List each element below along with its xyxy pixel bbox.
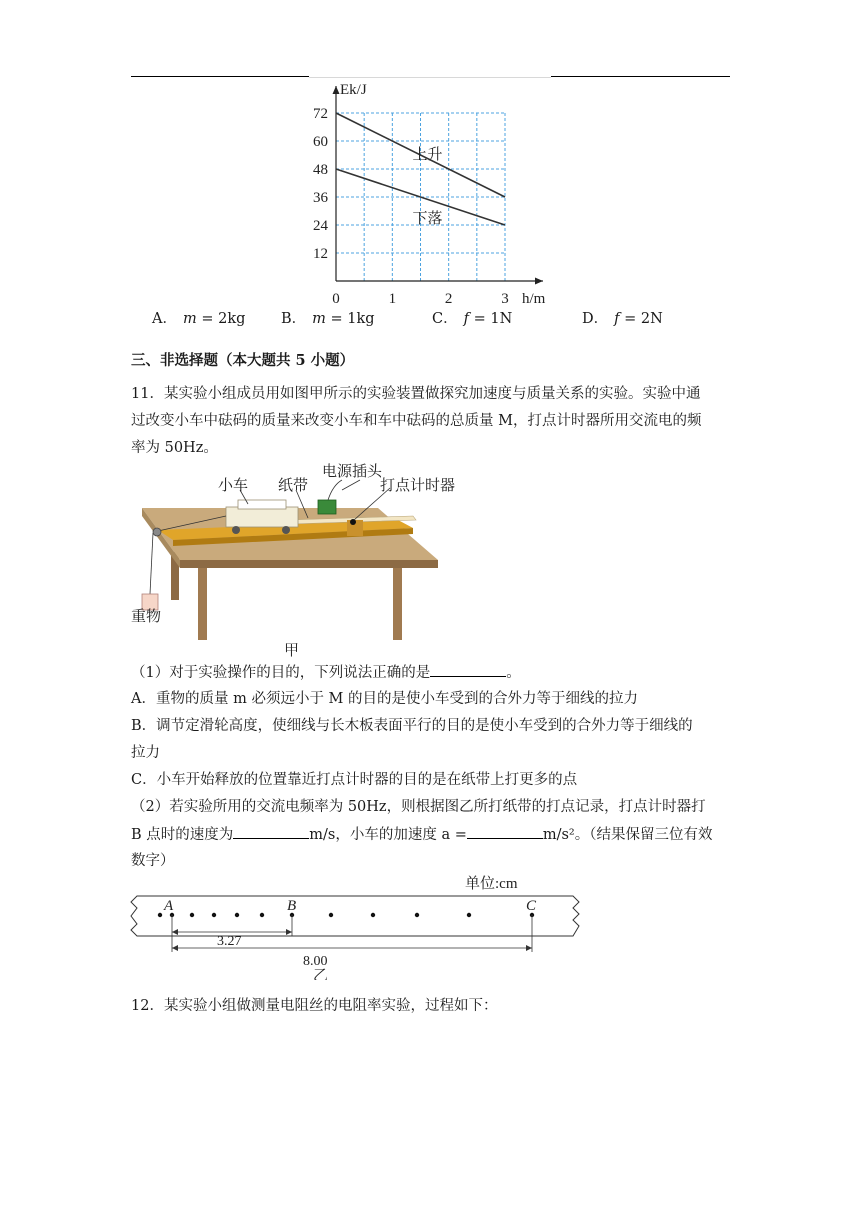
x-tick-label: 0 (332, 291, 340, 304)
label-tape: 纸带 (278, 478, 309, 494)
q11-option-b-line2: 拉力 (131, 745, 160, 761)
label-weight: 重物 (131, 609, 162, 625)
series-label-1: 上升 (412, 147, 443, 163)
x-tick-label: 3 (501, 291, 509, 304)
option-d-var: f (614, 311, 620, 327)
tape-unit: 单位:cm (465, 876, 518, 892)
x-tick-label: 2 (444, 291, 453, 304)
tape-dots (158, 913, 534, 917)
option-d (582, 309, 663, 329)
option-a-var: m (182, 311, 197, 327)
y-axis-arrow (333, 86, 340, 94)
y-tick-label: 60 (313, 134, 328, 150)
q11-option-a: A．重物的质量 m 必须远小于 M 的目的是使小车受到的合外力等于细线的拉力 (131, 691, 639, 707)
q11-line-2: 过改变小车中砝码的质量来改变小车和车中砝码的总质量 M，打点计时器所用交流电的频 (131, 413, 702, 429)
figure-caption-yi: 乙 (313, 968, 329, 980)
y-tick-label: 48 (313, 162, 328, 178)
tape-label-b: B (287, 898, 297, 914)
option-a (152, 309, 245, 329)
q11-option-b-line1: B．调节定滑轮高度，使细线与长木板表面平行的目的是使小车受到的合外力等于细线的 (131, 718, 693, 734)
series-label-2: 下落 (412, 211, 443, 227)
y-tick-label: 12 (313, 246, 328, 262)
option-c (432, 309, 512, 329)
label-car: 小车 (218, 478, 249, 494)
q11-sub2-line2 (131, 824, 713, 845)
option-d-letter: D． (582, 311, 609, 327)
option-b (281, 309, 375, 329)
q11-line-1: 11．某实验小组成员用如图甲所示的实验装置做探究加速度与质量关系的实验。实验中通 (131, 386, 701, 402)
option-b-val: = 1kg (325, 311, 375, 327)
q11-line-3: 率为 50Hz。 (131, 440, 218, 456)
label-plug: 电源插头 (322, 464, 383, 480)
ek-height-chart (300, 76, 560, 304)
answer-blank-1[interactable] (430, 662, 506, 677)
y-tick-label: 36 (313, 190, 328, 206)
label-timer: 打点计时器 (380, 478, 456, 494)
paper-tape-figure (125, 868, 590, 980)
answer-blank-3[interactable] (467, 824, 543, 839)
x-axis-label: h/m (522, 291, 546, 304)
q12-line-1: 12．某实验小组做测量电阻丝的电阻率实验，过程如下： (131, 998, 498, 1014)
y-tick-label: 24 (313, 218, 328, 234)
header-rule-right (551, 76, 730, 77)
q11-sub2-text-a: B 点时的速度为 (131, 827, 234, 843)
x-axis-arrow (535, 278, 543, 285)
figure-caption-jia: 甲 (284, 643, 300, 659)
option-a-val: = 2kg (196, 311, 246, 327)
option-b-var: m (312, 311, 326, 327)
tape-dist-ac: 8.00 (303, 954, 328, 969)
tape-dist-ab: 3.27 (217, 934, 242, 949)
apparatus-figure (128, 460, 473, 660)
header-rule-left (131, 76, 309, 77)
option-c-val: = 1N (468, 311, 513, 327)
option-c-letter: C． (432, 311, 458, 327)
q11-sub2-text-c: m/s²。（结果保留三位有效 (542, 827, 713, 843)
option-d-val: = 2N (619, 311, 663, 327)
x-tick-label: 1 (388, 291, 397, 304)
q11-sub1-suffix: 。 (506, 665, 521, 681)
q11-sub2-line1: （2）若实验所用的交流电频率为 50Hz，则根据图乙所打纸带的打点记录，打点计时器打 (131, 799, 706, 815)
y-axis-label: Ek/J (340, 82, 367, 98)
option-a-letter: A． (152, 311, 177, 327)
tape-label-a: A (164, 898, 174, 914)
q11-sub2-text-b: m/s，小车的加速度 a = (309, 827, 467, 843)
tape-label-c: C (526, 898, 537, 914)
q11-sub1 (131, 662, 521, 683)
answer-blank-2[interactable] (233, 824, 309, 839)
option-c-var: f (463, 311, 469, 327)
option-b-letter: B． (281, 311, 307, 327)
q11-option-c: C．小车开始释放的位置靠近打点计时器的目的是在纸带上打更多的点 (131, 772, 578, 788)
y-tick-label: 72 (313, 106, 328, 122)
section-title: 三、非选择题（本大题共 5 小题） (131, 352, 355, 369)
q11-sub2-line3: 数字） (131, 853, 175, 869)
q11-sub1-prefix: （1）对于实验操作的目的，下列说法正确的是 (131, 665, 431, 681)
